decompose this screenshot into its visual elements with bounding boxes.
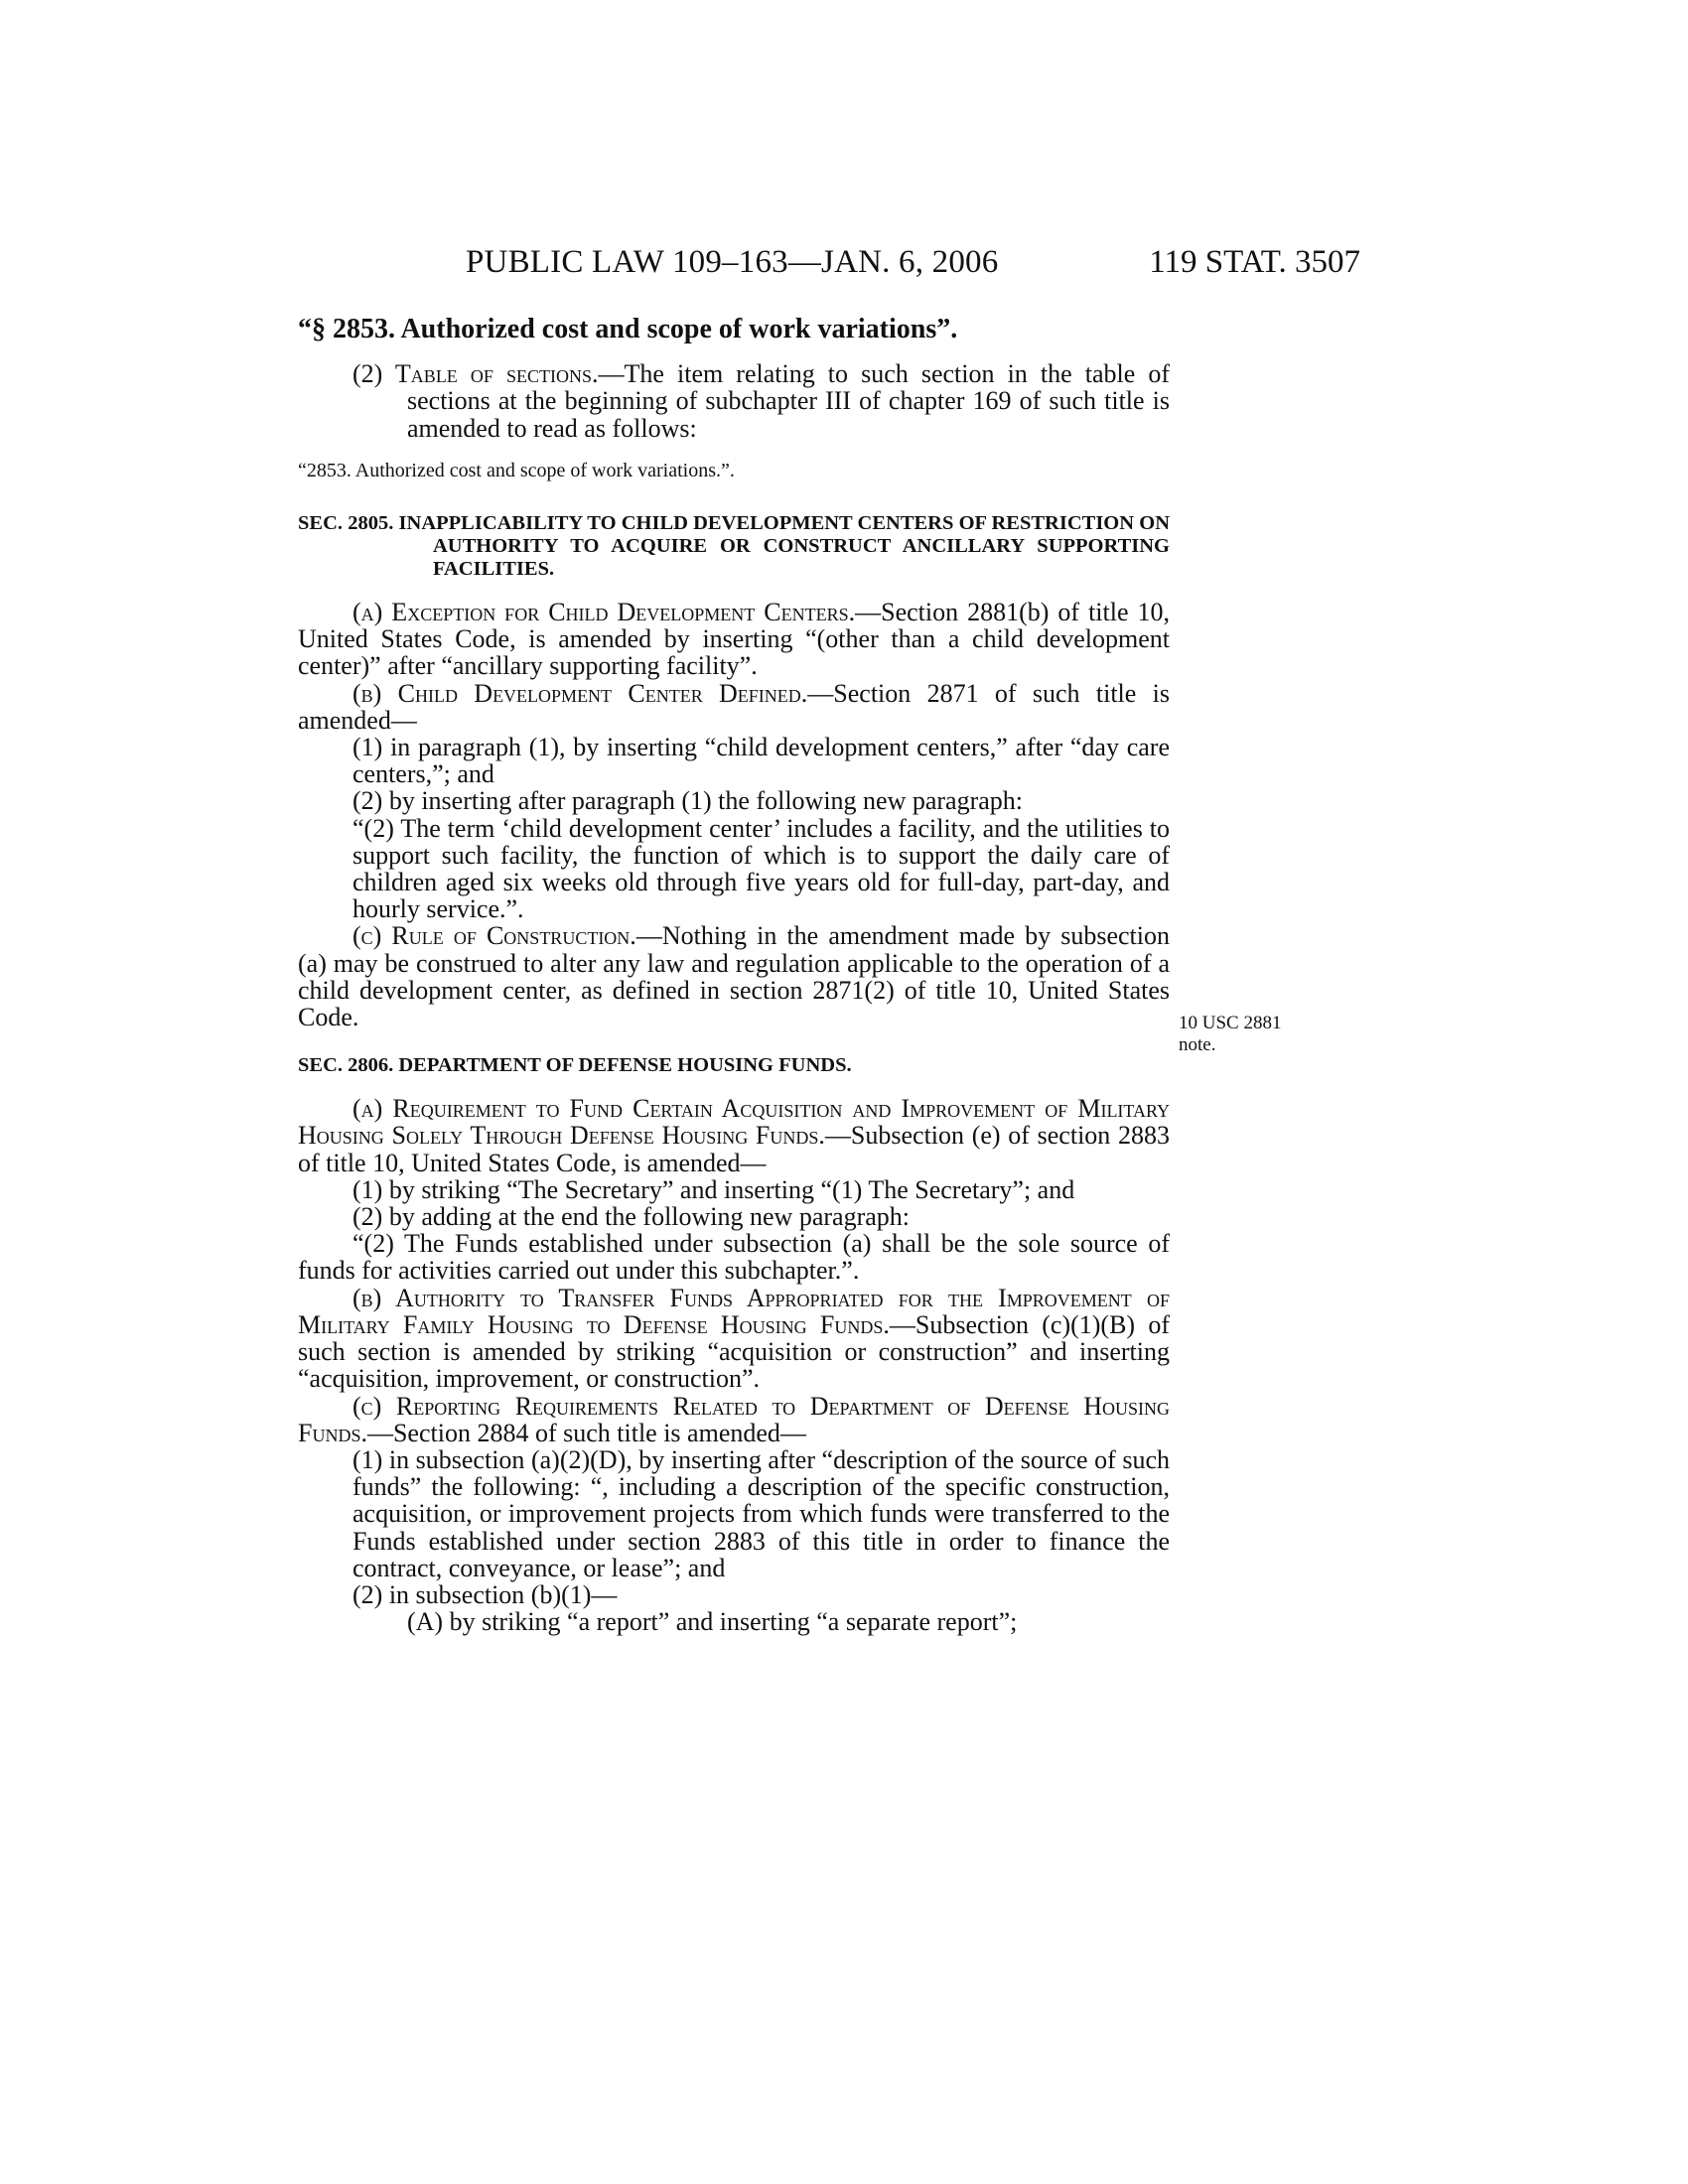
sec-2805-b-paragraph-2-quote: “(2) The term ‘child development center’ includes a facility, and the utilities to support such facility, the function of which is to support the daily care of children aged six weeks old through five years old for full-day, part-day, and hourly service.”. (352, 813, 1170, 924)
sec-2806-b-label: (b) Authority to Transfer Funds Appropriated for the Improvement of Military Family Housing to Defense Housing Funds. (298, 1283, 1170, 1339)
sec-2806-a-paragraph-2: (2) by adding at the end the following new paragraph: (352, 1202, 910, 1232)
sec-2805-subsection-c (298, 922, 1170, 1030)
table-of-sections-quoted-item: “2853. Authorized cost and scope of work variations.”. (298, 459, 735, 481)
sec-2805-c-label: (c) Rule of Construction. (352, 921, 636, 951)
sec-2806-a-paragraph-2-quote: “(2) The Funds established under subsection (a) shall be the sole source of funds for activities carried out under this subchapter.”. (298, 1229, 1170, 1286)
sec-2806-b-text: —Subsection (c)(1)(B) of such section is amended by striking “acquisition or construction” and inserting “acquisition, improvement, or construction”. (298, 1309, 1170, 1394)
sec-2806-a-paragraph-1: (1) by striking “The Secretary” and inserting “(1) The Secretary”; and (352, 1174, 1075, 1204)
sec-2805-subsection-a (298, 599, 1170, 680)
sec-2805-b-paragraph-1: (1) in paragraph (1), by inserting “child development centers,” after “day care centers,”; and (352, 733, 1170, 789)
table-of-sections-paragraph (352, 360, 1170, 442)
statute-page-number: 119 STAT. 3507 (1149, 244, 1360, 280)
document-body (298, 316, 1170, 1635)
sec-2805-a-text: —Section 2881(b) of title 10, United States Code, is amended by inserting “(other than a child development center)” after “ancillary supporting facility”. (298, 598, 1170, 681)
sec-2805-b-label: (b) Child Development Center Defined. (352, 678, 808, 708)
sec-2806-c-subparagraph-A: (A) by striking “a report” and inserting “a separate report”; (407, 1607, 1018, 1637)
table-of-sections-text: —The item relating to such section in the table of sections at the beginning of subchapter III of chapter 169 of such title is amended to read as follows: (407, 359, 1170, 443)
sec-2805-b-text: —Section 2871 of such title is amended— (298, 678, 1170, 735)
sec-2805-heading: SEC. 2805. INAPPLICABILITY TO CHILD DEVELOPMENT CENTERS OF RESTRICTION ON AUTHORITY TO ACQUIRE OR CONSTRUCT ANCILLARY SUPPORTING FACILITIES. (298, 512, 1170, 581)
sec-2806-a-text: —Subsection (e) of section 2883 of title 10, United States Code, is amended— (298, 1121, 1171, 1177)
section-2853-heading: “§ 2853. Authorized cost and scope of work variations”. (298, 314, 958, 344)
sec-2805-subsection-b (298, 680, 1170, 734)
table-of-sections-label: (2) Table of sections. (352, 359, 599, 389)
running-head-title: PUBLIC LAW 109–163—JAN. 6, 2006 (466, 244, 999, 280)
sec-2806-subsection-b (298, 1285, 1170, 1393)
sec-2806-c-text: —Section 2884 of such title is amended— (366, 1418, 806, 1447)
sec-2805-c-text: —Nothing in the amendment made by subsection (a) may be construed to alter any law and regulation applicable to the operation of a child development center, as defined in section 2871(2) of title 10, United States Code. (298, 921, 1170, 1032)
sec-2806-subsection-c (298, 1393, 1170, 1446)
sec-2806-c-paragraph-1: (1) in subsection (a)(2)(D), by inserting after “description of the source of such funds” the following: “, including a description of the specific construction, acquisition, or improvement projects from which funds were transferred to the Funds established under section 2883 of this title in order to finance the contract, conveyance, or lease”; and (352, 1444, 1170, 1582)
sec-2806-a-label: (a) Requirement to Fund Certain Acquisition and Improvement of Military Housing Solely Through Defense Housing Funds. (298, 1094, 1170, 1151)
sec-2806-c-label: (c) Reporting Requirements Related to Department of Defense Housing Funds. (298, 1391, 1170, 1447)
sec-2805-b-paragraph-2: (2) by inserting after paragraph (1) the following new paragraph: (352, 786, 1024, 816)
sec-2806-heading: SEC. 2806. DEPARTMENT OF DEFENSE HOUSING FUNDS. (298, 1054, 852, 1077)
sec-2805-a-label: (a) Exception for Child Development Centers. (352, 598, 856, 627)
sec-2806-subsection-a (298, 1095, 1170, 1176)
page-header (298, 244, 1360, 286)
sec-2806-c-paragraph-2: (2) in subsection (b)(1)— (352, 1579, 618, 1609)
margin-note-usc: 10 USC 2881 note. (1179, 1013, 1282, 1055)
